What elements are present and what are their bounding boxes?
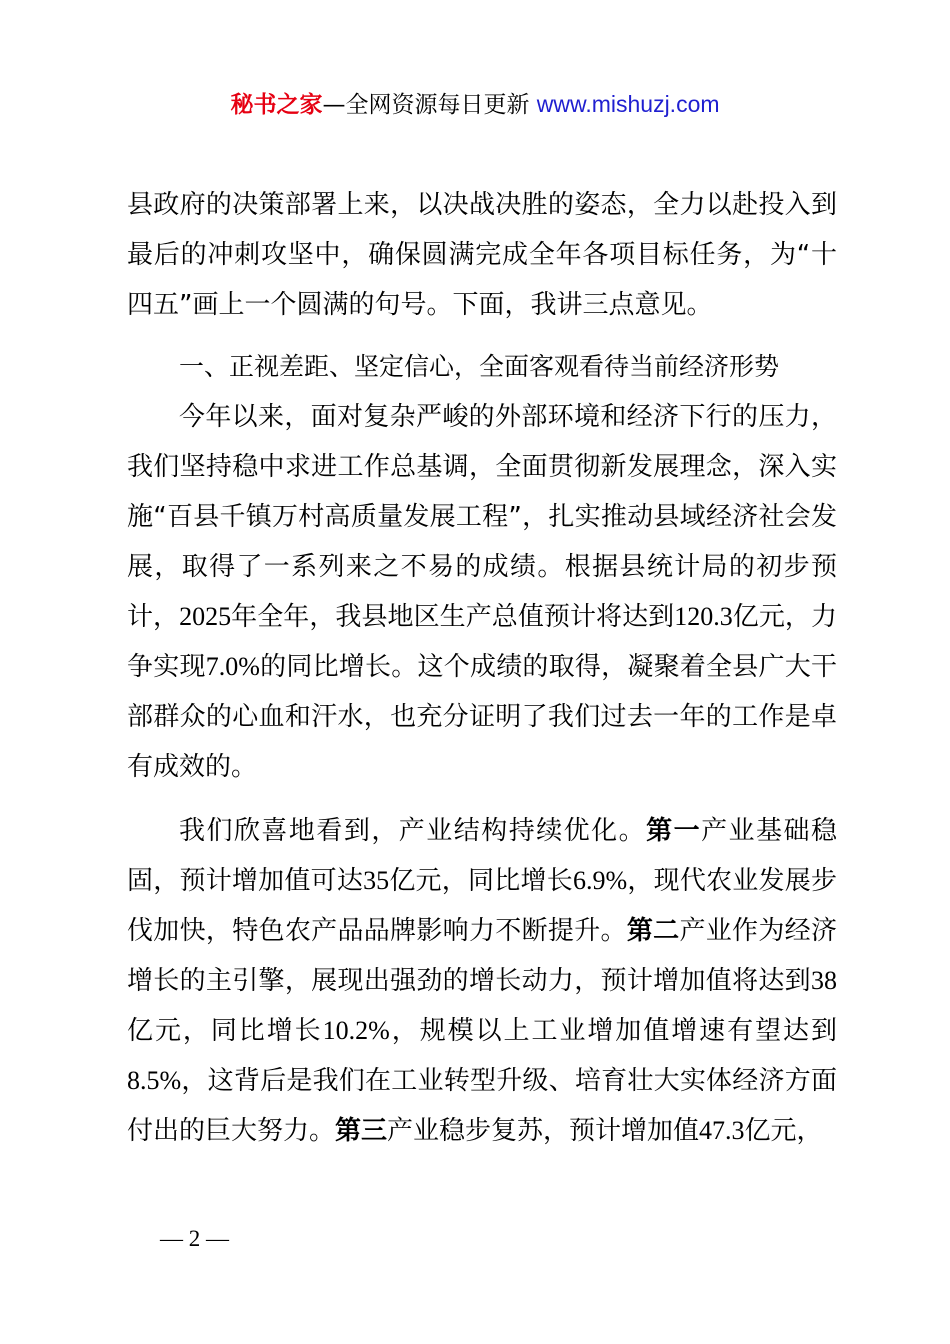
bold-lead-tertiary: 第三 (335, 1116, 388, 1146)
text-run: 亿元， (744, 1116, 823, 1146)
text-run: 亿元，同比增长 (389, 866, 573, 896)
text-run: 产业基础稳固，预计增加值可达 (127, 816, 837, 896)
text-run: 产业作为经济增长的主引擎，展现出强劲的增长动力，预计增加值将达到 (127, 916, 837, 996)
number-growth: 7.0% (205, 652, 260, 681)
text-run: 今年以来，面对复杂严峻的外部环境和经济下行的压力，我们坚持稳中求进工作总基调，全面贯彻新发展理念，深入实施“百县千镇万村高质量发展工程”，扎实推动县域经济社会发展，取得了一系列来之不易的成绩。根据县统计局的初步预计， (127, 402, 837, 632)
text-run: 亿元，同比增长 (127, 1016, 323, 1046)
text-run: ，规模以上工业增加值增速有望达到 (389, 1016, 837, 1046)
text-run: ，这背后是我们在工业转型升级、培育壮大实体经济方面付出的巨大努力。 (127, 1066, 837, 1146)
number-tertiary-value: 47.3 (699, 1116, 745, 1145)
paragraph-economic-overview (127, 392, 837, 792)
number-secondary-value: 38 (811, 966, 837, 995)
paragraph-industry-structure (127, 806, 837, 1156)
section-heading-1: 一、正视差距、坚定信心，全面客观看待当前经济形势 (179, 352, 780, 381)
text-run: 我们欣喜地看到，产业结构持续优化。 (179, 816, 647, 846)
text-run: 的同比增长。这个成绩的取得，凝聚着全县广大干部群众的心血和汗水，也充分证明了我们过去一年的工作是卓有成效的。 (127, 652, 837, 782)
number-industrial-growth: 8.5% (127, 1066, 182, 1095)
document-body (127, 180, 837, 1156)
number-year: 2025 (179, 602, 232, 631)
text-run: 产业稳步复苏，预计增加值 (387, 1116, 700, 1146)
number-primary-value: 35 (363, 866, 390, 895)
text-run: 亿元，力争实现 (127, 602, 837, 682)
header-tagline: —全网资源每日更新 (322, 92, 530, 118)
page-number: — 2 — (160, 1226, 229, 1251)
brand-name: 秘书之家 (230, 92, 323, 118)
bold-lead-secondary: 第二 (626, 916, 680, 946)
text-run: ，现代农业发展步伐加快，特色农产品品牌影响力不断提升。 (127, 866, 837, 946)
paragraph-intro: 县政府的决策部署上来，以决战决胜的姿态，全力以赴投入到最后的冲刺攻坚中，确保圆满完成全年各项目标任务，为“十四五”画上一个圆满的句号。下面，我讲三点意见。 (127, 190, 837, 320)
text-run: 年全年，我县地区生产总值预计将达到 (231, 602, 675, 632)
bold-lead-primary: 第一 (646, 816, 702, 846)
number-gdp: 120.3 (674, 602, 733, 631)
number-secondary-growth: 10.2% (322, 1016, 390, 1045)
site-url-link[interactable]: www.mishuzj.com (536, 91, 720, 117)
site-header (0, 86, 950, 123)
number-primary-growth: 6.9% (572, 866, 628, 895)
